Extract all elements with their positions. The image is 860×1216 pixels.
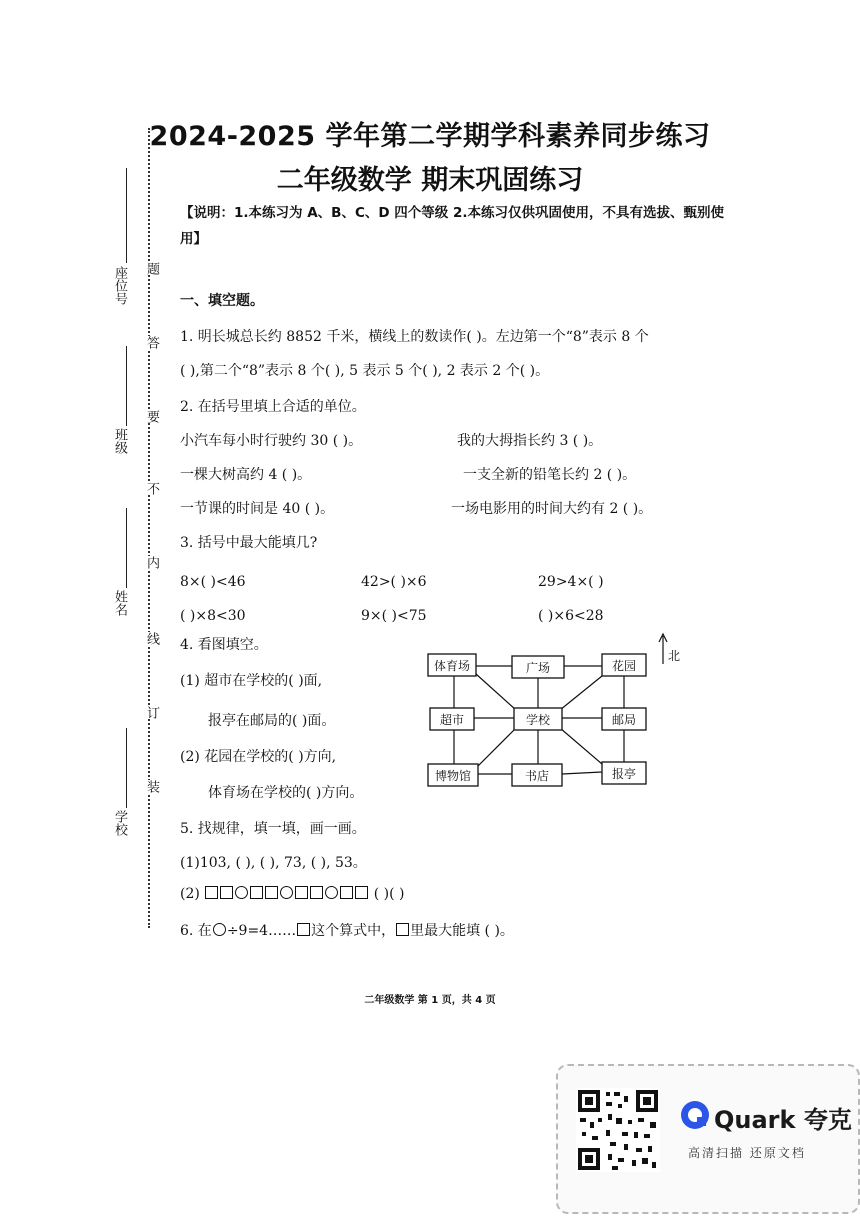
page-footer: 二年级数学 第 1 页，共 4 页 [364,995,496,1006]
square-icon [340,886,353,899]
question-6-part: ÷9=4…… [226,923,297,939]
question-3-item: ( )×8<30 [180,608,246,624]
binding-dotted-line [148,128,150,928]
quark-logo-icon [680,1100,710,1130]
question-6-part: 里最大能填 ( )。 [410,923,514,939]
circle-icon [280,886,293,899]
question-4-title: 4. 看图填空。 [180,637,268,653]
question-3-item: 9×( )<75 [361,608,427,624]
question-2-item: 一场电影用的时间大约有 2 ( )。 [451,501,653,517]
question-3-item: 8×( )<46 [180,574,246,590]
seal-char: 线 [144,632,159,645]
map-label-newsstand: 报亭 [611,767,637,781]
question-2-item: 一节课的时间是 40 ( )。 [180,501,335,517]
question-2-item: 我的大拇指长约 3 ( )。 [457,433,603,449]
seal-char: 装 [144,780,159,793]
map-label-square: 广场 [525,661,551,675]
question-4-1a: (1) 超市在学校的( )面, [180,673,323,689]
instructions-line-1: 【说明：1.本练习为 A、B、C、D 四个等级 2.本练习仅供巩固使用，不具有选拔、甄别使 [180,205,724,221]
question-4-2b: 体育场在学校的( )方向。 [208,785,364,801]
circle-icon [213,923,226,936]
question-3-item: ( )×6<28 [538,608,604,624]
square-icon [310,886,323,899]
shape-pattern [204,886,369,902]
field-name: 姓名 [112,590,127,616]
question-1-line-1: 1. 明长城总长约 8852 千米，横线上的数读作( )。左边第一个“8”表示 8 个 [180,329,649,345]
school-blank [126,728,127,808]
question-2-item: 小汽车每小时行驶约 30 ( )。 [180,433,363,449]
question-4-1b: 报亭在邮局的( )面。 [208,713,336,729]
square-icon [355,886,368,899]
map-label-stadium: 体育场 [433,659,471,673]
quark-tagline: 高清扫描 还原文档 [688,1146,806,1160]
quark-brand: Quark 夸克 [714,1106,852,1134]
question-5-title: 5. 找规律，填一填，画一画。 [180,821,366,837]
map-label-post-office: 邮局 [611,713,637,727]
square-icon [250,886,263,899]
square-icon [220,886,233,899]
question-2-item: 一棵大树高约 4 ( )。 [180,467,312,483]
map-label-garden: 花园 [611,659,637,673]
question-6 [180,920,514,940]
field-class: 班级 [112,428,127,454]
question-5-2-answer: ( )( ) [373,886,405,902]
seal-char: 要 [144,410,159,423]
question-5-2-prefix: (2) [180,886,200,902]
question-5-2 [180,886,405,902]
seal-char: 内 [144,556,159,569]
square-icon [205,886,218,899]
name-blank [126,508,127,588]
seat-number-blank [126,168,127,263]
field-seat-number: 座位号 [112,266,127,305]
map-label-bookstore: 书店 [524,769,550,783]
square-icon [396,923,409,936]
circle-icon [325,886,338,899]
qr-code-icon [576,1088,660,1172]
circle-icon [235,886,248,899]
question-2-item: 一支全新的铅笔长约 2 ( )。 [463,467,637,483]
map-label-museum: 博物馆 [434,769,472,783]
seal-char: 答 [144,336,159,349]
question-3-title: 3. 括号中最大能填几? [180,535,318,551]
question-2-title: 2. 在括号里填上合适的单位。 [180,399,366,415]
question-6-part: 6. 在 [180,923,212,939]
quark-watermark [556,1064,860,1214]
question-5-1: (1)103, ( ), ( ), 73, ( ), 53。 [180,855,367,871]
question-6-part: 这个算式中， [311,923,396,939]
question-4-2a: (2) 花园在学校的( )方向, [180,749,337,765]
seal-char: 订 [144,706,159,719]
question-3-item: 29>4×( ) [538,574,604,590]
seal-char: 不 [144,482,159,495]
map-label-supermarket: 超市 [439,713,465,727]
square-icon [265,886,278,899]
section-heading: 一、填空题。 [180,293,264,309]
question-1-line-2: ( ),第二个“8”表示 8 个( ), 5 表示 5 个( ), 2 表示 2 个( )。 [180,363,550,379]
map-label-school: 学校 [525,713,551,727]
seal-char: 题 [144,262,159,275]
map-north-label: 北 [667,649,681,663]
question-3-item: 42>( )×6 [361,574,427,590]
page-subtitle: 二年级数学 期末巩固练习 [276,165,584,196]
field-school: 学校 [112,810,127,836]
instructions-line-2: 用】 [180,231,207,247]
map-diagram [420,630,700,790]
square-icon [295,886,308,899]
page-title: 2024-2025 学年第二学期学科素养同步练习 [149,121,711,152]
square-icon [297,923,310,936]
class-blank [126,346,127,426]
